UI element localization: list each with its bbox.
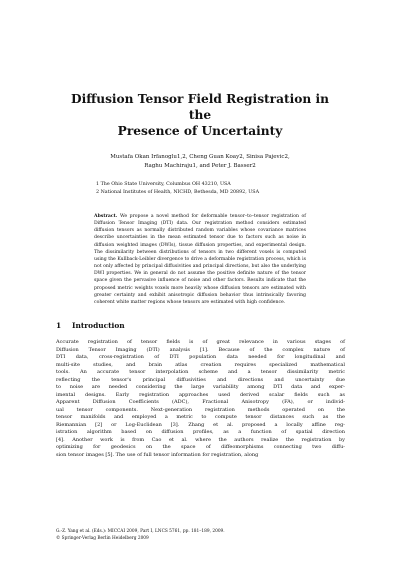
paper-title bbox=[60, 91, 340, 139]
body-line: istration algorithm based on diffusion profiles, as a function of spatial direction bbox=[56, 429, 345, 435]
body-line: Diffusion Tensor Imaging (DTI) analysis [1]. Because of the complex nature of bbox=[56, 346, 345, 353]
body-line: sion tensor images [5]. The use of full tensor information for registration, along bbox=[56, 451, 259, 458]
body-text bbox=[56, 339, 345, 459]
body-line: Apparent Diffusion Coefficients (ADC), Fractional Anisotropy (FA), or individ- bbox=[56, 399, 345, 405]
section-title: Introduction bbox=[72, 321, 125, 330]
authors-line: Raghu Machiraju1, and Peter J. Basser2 bbox=[144, 163, 256, 169]
body-line: optimizing for geodesics on the space of diffeomorphisms connecting two diffu- bbox=[56, 444, 345, 450]
section-heading bbox=[56, 321, 125, 330]
footer-copyright: © Springer-Verlag Berlin Heidelberg 2009 bbox=[56, 535, 149, 541]
abstract bbox=[94, 213, 306, 306]
body-line: Riemannian [2] or Log-Euclidean [3]. Zhang et al. proposed a locally affine reg- bbox=[56, 421, 345, 428]
body-line: ual tensor components. Next-generation registration methods operated on the bbox=[56, 406, 345, 413]
affiliation-1: 1 The Ohio State University, Columbus OH 43210, USA bbox=[96, 182, 231, 187]
body-line: [4]. Another work is from Cao et al. where the authors realize the registration by bbox=[56, 436, 345, 443]
body-line: DTI data, cross-registration of DTI population data needed for longitudinal and bbox=[56, 354, 345, 360]
authors-line: Mustafa Okan Irfanoglu1,2, Cheng Guan Koay2, Sinisa Pajevic2, bbox=[110, 154, 290, 160]
body-line: to noise are needed considering the large variability among DTI data and exper- bbox=[56, 384, 345, 390]
affiliation-2: 2 National Institutes of Health, NICHD, Bethesda, MD 20892, USA bbox=[96, 190, 260, 195]
affiliations bbox=[96, 181, 316, 197]
footer bbox=[56, 529, 225, 542]
body-line: multi-site studies, and brain atlas creation requires specialized mathematical bbox=[56, 361, 345, 368]
title-line: Diffusion Tensor Field Registration in the bbox=[71, 92, 329, 122]
section-number: 1 bbox=[56, 321, 62, 330]
abstract-label: Abstract. bbox=[94, 214, 118, 219]
footer-citation: G.-Z. Yang et al. (Eds.): MICCAI 2009, Part I, LNCS 5761, pp. 181–189, 2009. bbox=[56, 529, 225, 534]
title-line: Presence of Uncertainty bbox=[117, 124, 283, 138]
author-list bbox=[80, 153, 320, 171]
body-line: Accurate registration of tensor fields is of great relevance in various stages of bbox=[56, 339, 345, 345]
abstract-text: We propose a novel method for deformable tensor–to–tensor registration of Diffusion Tensor Imaging (DTI) data. Our registration method considers estimated diffusion tensors as normally distributed random variables whose covariance matrices describe uncertainties in the mean estimated tensor due to factors such as noise in diffusion weighted images (DWIs), tissue diffusion properties, and experimental design. The dissimilarity between distributions of tensors in two different voxels is computed using the Kullback-Leibler divergence to drive a deformable registration process, which is not only affected by principal diffusivities and principal directions, but also the underlying DWI properties. We in general do not assume the positive definite nature of the tensor space given the pervasive influence of noise and other factors. Results indicate that the proposed metric weights voxels more heavily whose diffusion tensors are estimated with greater certainty and exhibit anisotropic diffusion behavior thus intrinsically favoring coherent white matter regions whose tensors are estimated with high confidence. bbox=[94, 214, 306, 305]
body-line: reflecting the tensor's principal diffusivities and directions and uncertainty due bbox=[56, 376, 345, 383]
body-line: imental designs. Early registration approaches used derived scalar fields such as bbox=[56, 391, 345, 398]
body-line: tools. An accurate tensor interpolation scheme and a tensor dissimilarity metric bbox=[56, 369, 345, 375]
body-line: tensor manifolds and employed a metric to compute tensor distances such as the bbox=[56, 414, 345, 420]
